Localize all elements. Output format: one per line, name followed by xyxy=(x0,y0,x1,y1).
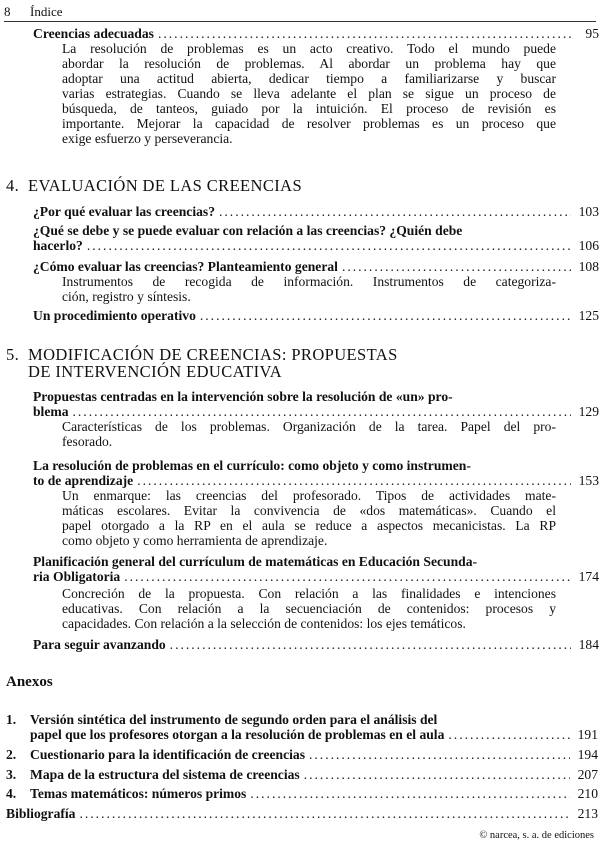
annex-title: Mapa de la estructura del sistema de creencias xyxy=(30,767,300,782)
leader-dots xyxy=(200,308,571,323)
annex-title-cont: papel que los profesores otorgan a la resolución de problemas en el aula xyxy=(30,727,445,742)
entry-page: 184 xyxy=(578,637,599,652)
entry-title: Propuestas centradas en la intervención sobre la resolución de «un» pro- xyxy=(33,389,453,404)
entry-title: ¿Cómo evaluar las creencias? Planteamiento general xyxy=(33,259,338,274)
annexos-heading: Anexos xyxy=(6,674,53,690)
annex-entry-3[interactable] xyxy=(6,767,598,782)
desc-line: Instrumentos de recogida de información. Instrumentos de categoriza- xyxy=(62,274,556,289)
annex-entry-4[interactable] xyxy=(6,786,598,801)
desc-line: papel otorgado a la RP en el aula se reduce a aspectos mecanicistas. La RP xyxy=(62,518,556,533)
leader-dots xyxy=(170,637,571,652)
chapter-title: MODIFICACIÓN DE CREENCIAS: PROPUESTAS xyxy=(28,345,398,364)
leader-dots xyxy=(79,806,570,821)
chapter-title: EVALUACIÓN DE LAS CREENCIAS xyxy=(28,176,303,195)
leader-dots xyxy=(342,259,571,274)
toc-entry[interactable] xyxy=(33,204,599,219)
desc-line: capacidades. Con relación a la selección de contenidos: los ejes temáticos. xyxy=(62,616,466,631)
leader-dots xyxy=(87,238,571,253)
entry-title: Creencias adecuadas xyxy=(33,26,154,41)
annex-number: 4. xyxy=(6,786,17,801)
chapter-heading-5 xyxy=(6,346,398,380)
toc-entry[interactable] xyxy=(33,308,599,323)
desc-line: importante. Mejorar la capacidad de resolver problemas es un proceso que xyxy=(62,116,556,131)
entry-description xyxy=(62,41,556,146)
desc-line: Concreción de la propuesta. Con relación a las finalidades e intenciones xyxy=(62,586,556,601)
bibliografia-entry[interactable] xyxy=(6,806,598,821)
leader-dots xyxy=(124,569,571,584)
annex-entry-1[interactable] xyxy=(6,712,598,742)
entry-page: 103 xyxy=(578,204,599,219)
desc-line: Características de los problemas. Organización de la tarea. Papel del pro- xyxy=(62,419,556,434)
toc-entry[interactable] xyxy=(33,637,599,652)
annex-number: 1. xyxy=(6,712,17,727)
leader-dots xyxy=(448,727,570,742)
toc-entry-creencias-adecuadas[interactable] xyxy=(33,26,599,41)
annex-page: 210 xyxy=(577,786,598,801)
entry-description xyxy=(62,488,556,548)
entry-page: 95 xyxy=(585,26,599,41)
entry-page: 174 xyxy=(578,569,599,584)
page-number: 8 xyxy=(4,4,11,19)
annex-title: Cuestionario para la identificación de creencias xyxy=(30,747,305,762)
entry-title: ¿Qué se debe y se puede evaluar con relación a las creencias? ¿Quién debe xyxy=(33,223,463,238)
running-head xyxy=(4,2,596,22)
annex-title: Versión sintética del instrumento de segundo orden para el análisis del xyxy=(30,712,438,727)
annex-page: 207 xyxy=(577,767,598,782)
leader-dots xyxy=(219,204,571,219)
desc-line: máticas escolares. Evitar la convivencia de «dos matemáticas». Cuando el xyxy=(62,503,556,518)
desc-line: adoptar una actitud abierta, dedicar tiempo a familiarizarse y buscar xyxy=(62,71,556,86)
entry-title: La resolución de problemas en el currículo: como objeto y como instrumen- xyxy=(33,458,471,473)
entry-description xyxy=(62,419,556,449)
desc-line: varias estrategias. Cuando se lleva adelante el plan se sigue un proceso de xyxy=(62,86,556,101)
annex-title: Temas matemáticos: números primos xyxy=(30,786,247,801)
annex-number: 3. xyxy=(6,767,17,782)
leader-dots xyxy=(304,767,570,782)
toc-entry[interactable] xyxy=(33,223,599,253)
annex-number: 2. xyxy=(6,747,17,762)
desc-line: Un enmarque: las creencias del profesorado. Tipos de actividades mate- xyxy=(62,488,556,503)
entry-page: 153 xyxy=(578,473,599,488)
entry-title-cont: blema xyxy=(33,404,69,419)
desc-line: exige esfuerzo y perseverancia. xyxy=(62,131,233,146)
chapter-number: 4. xyxy=(6,176,20,195)
entry-title: ¿Por qué evaluar las creencias? xyxy=(33,204,215,219)
leader-dots xyxy=(309,747,570,762)
leader-dots xyxy=(137,473,571,488)
entry-title: Planificación general del currículum de matemáticas en Educación Secunda- xyxy=(33,554,478,569)
entry-page: 129 xyxy=(578,404,599,419)
chapter-title-cont: DE INTERVENCIÓN EDUCATIVA xyxy=(28,362,283,381)
entry-title-cont: to de aprendizaje xyxy=(33,473,134,488)
bibliografia-title: Bibliografía xyxy=(6,806,76,821)
toc-entry[interactable] xyxy=(33,458,599,488)
bibliografia-page: 213 xyxy=(577,806,598,821)
desc-line: educativas. Con relación a la secuenciación de contenidos: procesos y xyxy=(62,601,556,616)
entry-page: 108 xyxy=(578,259,599,274)
annex-page: 194 xyxy=(577,747,598,762)
annex-page: 191 xyxy=(577,727,598,742)
annex-entry-2[interactable] xyxy=(6,747,598,762)
entry-title: Para seguir avanzando xyxy=(33,637,166,652)
desc-line: ción, registro y síntesis. xyxy=(62,289,191,304)
toc-entry[interactable] xyxy=(33,259,599,274)
entry-description xyxy=(62,274,556,304)
publisher-footer: © narcea, s. a. de ediciones xyxy=(479,830,594,841)
desc-line: como objeto y como herramienta de aprendizaje. xyxy=(62,533,328,548)
desc-line: La resolución de problemas es un acto creativo. Todo el mundo puede xyxy=(62,41,556,56)
entry-title-cont: ria Obligatoria xyxy=(33,569,121,584)
running-title: Índice xyxy=(30,4,63,19)
entry-description xyxy=(62,586,556,631)
desc-line: fesorado. xyxy=(62,434,113,449)
chapter-heading-4 xyxy=(6,177,302,194)
desc-line: búsqueda, de tanteos, guiado por la intuición. El proceso de revisión es xyxy=(62,101,556,116)
entry-title: Un procedimiento operativo xyxy=(33,308,196,323)
entry-page: 125 xyxy=(578,308,599,323)
desc-line: abordar la resolución de problemas. Al abordar un problema hay que xyxy=(62,56,556,71)
entry-page: 106 xyxy=(578,238,599,253)
entry-title-cont: hacerlo? xyxy=(33,238,83,253)
toc-entry[interactable] xyxy=(33,389,599,419)
leader-dots xyxy=(250,786,570,801)
leader-dots xyxy=(73,404,572,419)
leader-dots xyxy=(158,26,571,41)
chapter-number: 5. xyxy=(6,345,20,364)
toc-entry[interactable] xyxy=(33,554,599,584)
